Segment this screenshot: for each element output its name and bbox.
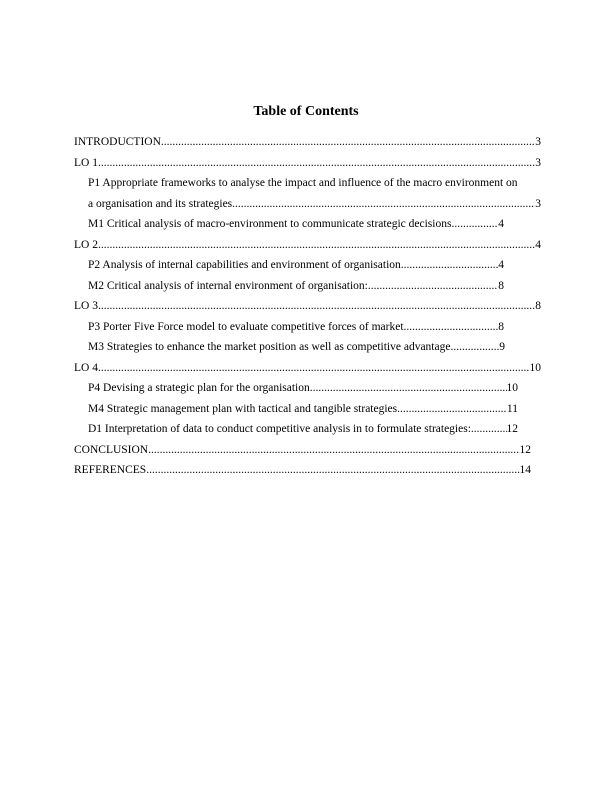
- dot-leader: [404, 317, 499, 338]
- toc-entry-text: LO 3: [74, 300, 98, 312]
- toc-entry-m1[interactable]: [74, 214, 504, 235]
- toc-entry-text: M3 Strategies to enhance the market position as well as competitive advantage: [88, 341, 451, 353]
- toc-entry-text: LO 1: [74, 156, 98, 169]
- toc-page-number: 11: [506, 402, 518, 415]
- toc-page-number: 8: [498, 320, 504, 333]
- dot-leader: [471, 419, 507, 440]
- toc-page-number: 12: [506, 423, 518, 435]
- toc-entry-text: M4 Strategic management plan with tactical and tangible strategies: [88, 402, 398, 415]
- toc-page-number: 3: [535, 197, 541, 210]
- toc-page-number: 3: [535, 156, 541, 169]
- toc-page-number: 10: [529, 361, 541, 374]
- dot-leader: [98, 296, 535, 317]
- toc-entry-p4[interactable]: [74, 378, 518, 399]
- toc-entry-references[interactable]: [74, 460, 531, 481]
- dot-leader: [368, 276, 498, 297]
- toc-entry-p2[interactable]: [74, 255, 504, 276]
- dot-leader: [397, 399, 507, 420]
- dot-leader: [146, 460, 519, 481]
- toc-entry-p3[interactable]: [74, 317, 504, 338]
- toc-page-number: 4: [535, 238, 541, 251]
- dot-leader: [232, 194, 535, 215]
- toc-entry-lo2[interactable]: [74, 235, 541, 256]
- table-of-contents: [74, 132, 541, 481]
- dot-leader: [401, 255, 498, 276]
- toc-entry-m4[interactable]: [74, 399, 518, 420]
- toc-page-number: 14: [519, 464, 531, 476]
- dot-leader: [98, 235, 535, 256]
- toc-entry-text: M2 Critical analysis of internal environment of organisation:: [88, 279, 368, 292]
- dot-leader: [310, 378, 507, 399]
- toc-entry-text: P4 Devising a strategic plan for the organisation: [88, 382, 310, 394]
- toc-entry-introduction[interactable]: [74, 132, 541, 153]
- toc-entry-text: CONCLUSION: [74, 443, 149, 456]
- dot-leader: [98, 358, 530, 379]
- toc-entry-text: a organisation and its strategies: [88, 197, 233, 210]
- toc-entry-d1[interactable]: [74, 419, 518, 440]
- toc-entry-text: P2 Analysis of internal capabilities and environment of organisation: [88, 259, 401, 271]
- dot-leader: [450, 337, 499, 358]
- toc-entry-text: M1 Critical analysis of macro-environment to communicate strategic decisions: [88, 218, 452, 230]
- toc-page-number: 8: [498, 279, 504, 292]
- toc-entry-text: REFERENCES: [74, 464, 147, 476]
- toc-entry-text: INTRODUCTION: [74, 136, 161, 148]
- toc-entry-lo4[interactable]: [74, 358, 541, 379]
- toc-entry-text: P3 Porter Five Force model to evaluate competitive forces of market: [88, 320, 404, 333]
- toc-entry-text: D1 Interpretation of data to conduct competitive analysis in to formulate strategies:: [88, 423, 471, 435]
- toc-page-number: 3: [535, 136, 541, 148]
- dot-leader: [451, 214, 498, 235]
- toc-entry-p1-line1[interactable]: P1 Appropriate frameworks to analyse the impact and influence of the macro environment on: [88, 177, 518, 189]
- toc-entry-conclusion[interactable]: [74, 440, 531, 461]
- toc-entry-p1[interactable]: [74, 194, 541, 215]
- dot-leader: [161, 132, 535, 153]
- dot-leader: [148, 440, 519, 461]
- toc-page-number: 4: [498, 218, 504, 230]
- toc-page-number: 8: [535, 300, 541, 312]
- toc-entry-lo3[interactable]: [74, 296, 541, 317]
- toc-title: Table of Contents: [253, 104, 359, 119]
- toc-page-number: 4: [498, 259, 504, 271]
- toc-entry-m3[interactable]: [74, 337, 505, 358]
- toc-page-number: 10: [506, 382, 518, 394]
- toc-entry-text: LO 4: [74, 361, 98, 374]
- toc-entry-m2[interactable]: [74, 276, 504, 297]
- toc-entry-lo1[interactable]: [74, 153, 541, 174]
- toc-page-number: 9: [499, 341, 505, 353]
- toc-entry-text: LO 2: [74, 238, 98, 251]
- toc-page-number: 12: [519, 443, 531, 456]
- dot-leader: [98, 153, 535, 174]
